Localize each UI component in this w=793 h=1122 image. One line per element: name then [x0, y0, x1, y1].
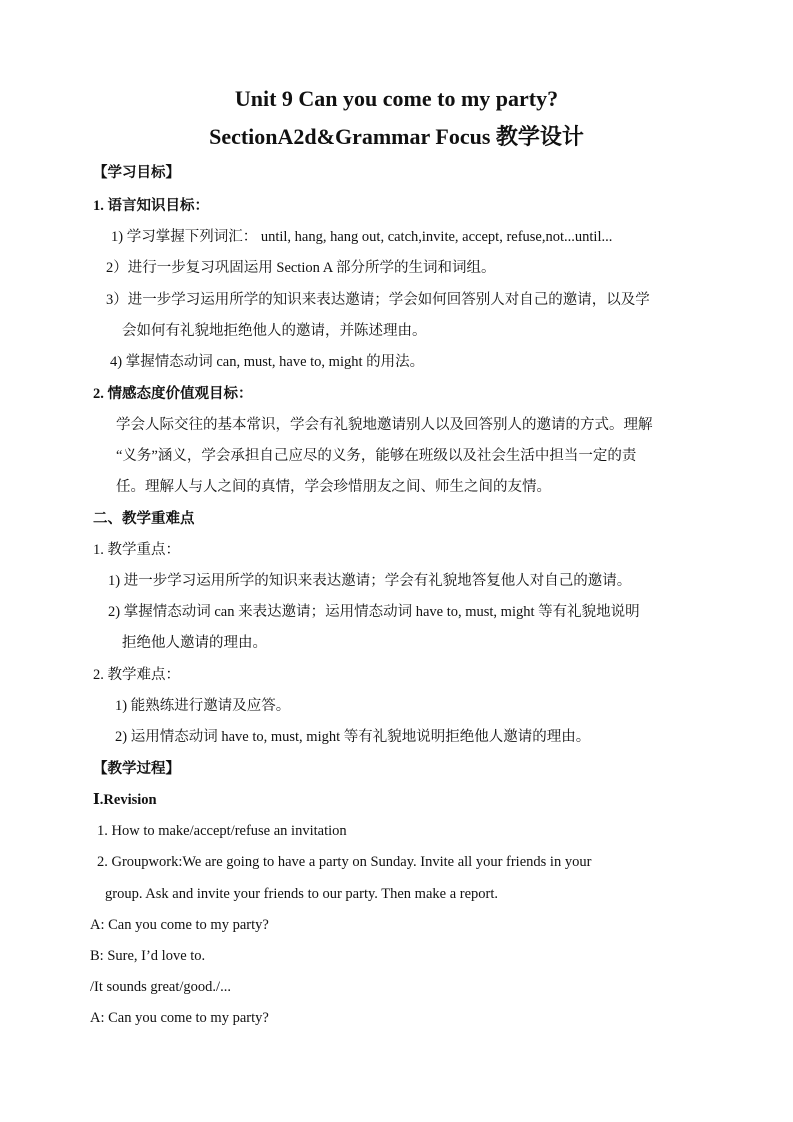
emotion-heading: 2. 情感态度价值观目标：	[93, 386, 253, 402]
emotion-line: “义务”涵义，学会承担自己应尽的义务，能够在班级以及社会生活中担当一定的责	[116, 448, 637, 464]
focus-line-continued: 拒绝他人邀请的理由。	[122, 635, 267, 651]
title-line-2: SectionA2d&Grammar Focus 教学设计	[209, 124, 584, 149]
dialogue-line: /It sounds great/good./...	[90, 979, 231, 995]
focus-line: 2) 掌握情态动词 can 来表达邀请；运用情态动词 have to, must, might 等有礼貌地说明	[108, 604, 640, 620]
process-line: 1. How to make/accept/refuse an invitation	[97, 823, 347, 839]
focus-heading: 1. 教学重点：	[93, 542, 180, 558]
dialogue-line: A: Can you come to my party?	[90, 1010, 269, 1026]
objectives-header: 【学习目标】	[93, 165, 180, 181]
revision-heading: Ⅰ.Revision	[93, 792, 157, 808]
process-header: 【教学过程】	[93, 761, 180, 777]
process-line-continued: group. Ask and invite your friends to our party. Then make a report.	[105, 886, 499, 902]
dialogue-line: B: Sure, I’d love to.	[90, 948, 206, 964]
knowledge-item: 3）进一步学习运用所学的知识来表达邀请；学会如何回答别人对自己的邀请，以及学	[106, 292, 650, 308]
process-line: 2. Groupwork:We are going to have a party on Sunday. Invite all your friends in your	[97, 854, 592, 870]
knowledge-item: 2）进行一步复习巩固运用 Section A 部分所学的生词和词组。	[106, 260, 496, 276]
emotion-line: 任。理解人与人之间的真情，学会珍惜朋友之间、师生之间的友情。	[116, 479, 551, 495]
knowledge-item: 1) 学习掌握下列词汇： until, hang, hang out, catch,invite, accept, refuse,not...until...	[111, 229, 613, 245]
knowledge-heading: 1. 语言知识目标：	[93, 198, 209, 214]
focus-line: 1) 进一步学习运用所学的知识来表达邀请；学会有礼貌地答复他人对自己的邀请。	[108, 573, 632, 589]
emotion-line: 学会人际交往的基本常识，学会有礼貌地邀请别人以及回答别人的邀请的方式。理解	[116, 417, 653, 433]
difficulty-line: 1) 能熟练进行邀请及应答。	[115, 698, 291, 714]
title-line-1: Unit 9 Can you come to my party?	[234, 86, 559, 111]
keypoints-header: 二、教学重难点	[93, 511, 195, 527]
difficulty-heading: 2. 教学难点：	[93, 667, 180, 683]
knowledge-item-continued: 会如何有礼貌地拒绝他人的邀请，并陈述理由。	[122, 323, 427, 339]
dialogue-line: A: Can you come to my party?	[90, 917, 269, 933]
difficulty-line: 2) 运用情态动词 have to, must, might 等有礼貌地说明拒绝他人邀请的理由。	[115, 729, 591, 745]
knowledge-item: 4) 掌握情态动词 can, must, have to, might 的用法。	[110, 354, 425, 370]
